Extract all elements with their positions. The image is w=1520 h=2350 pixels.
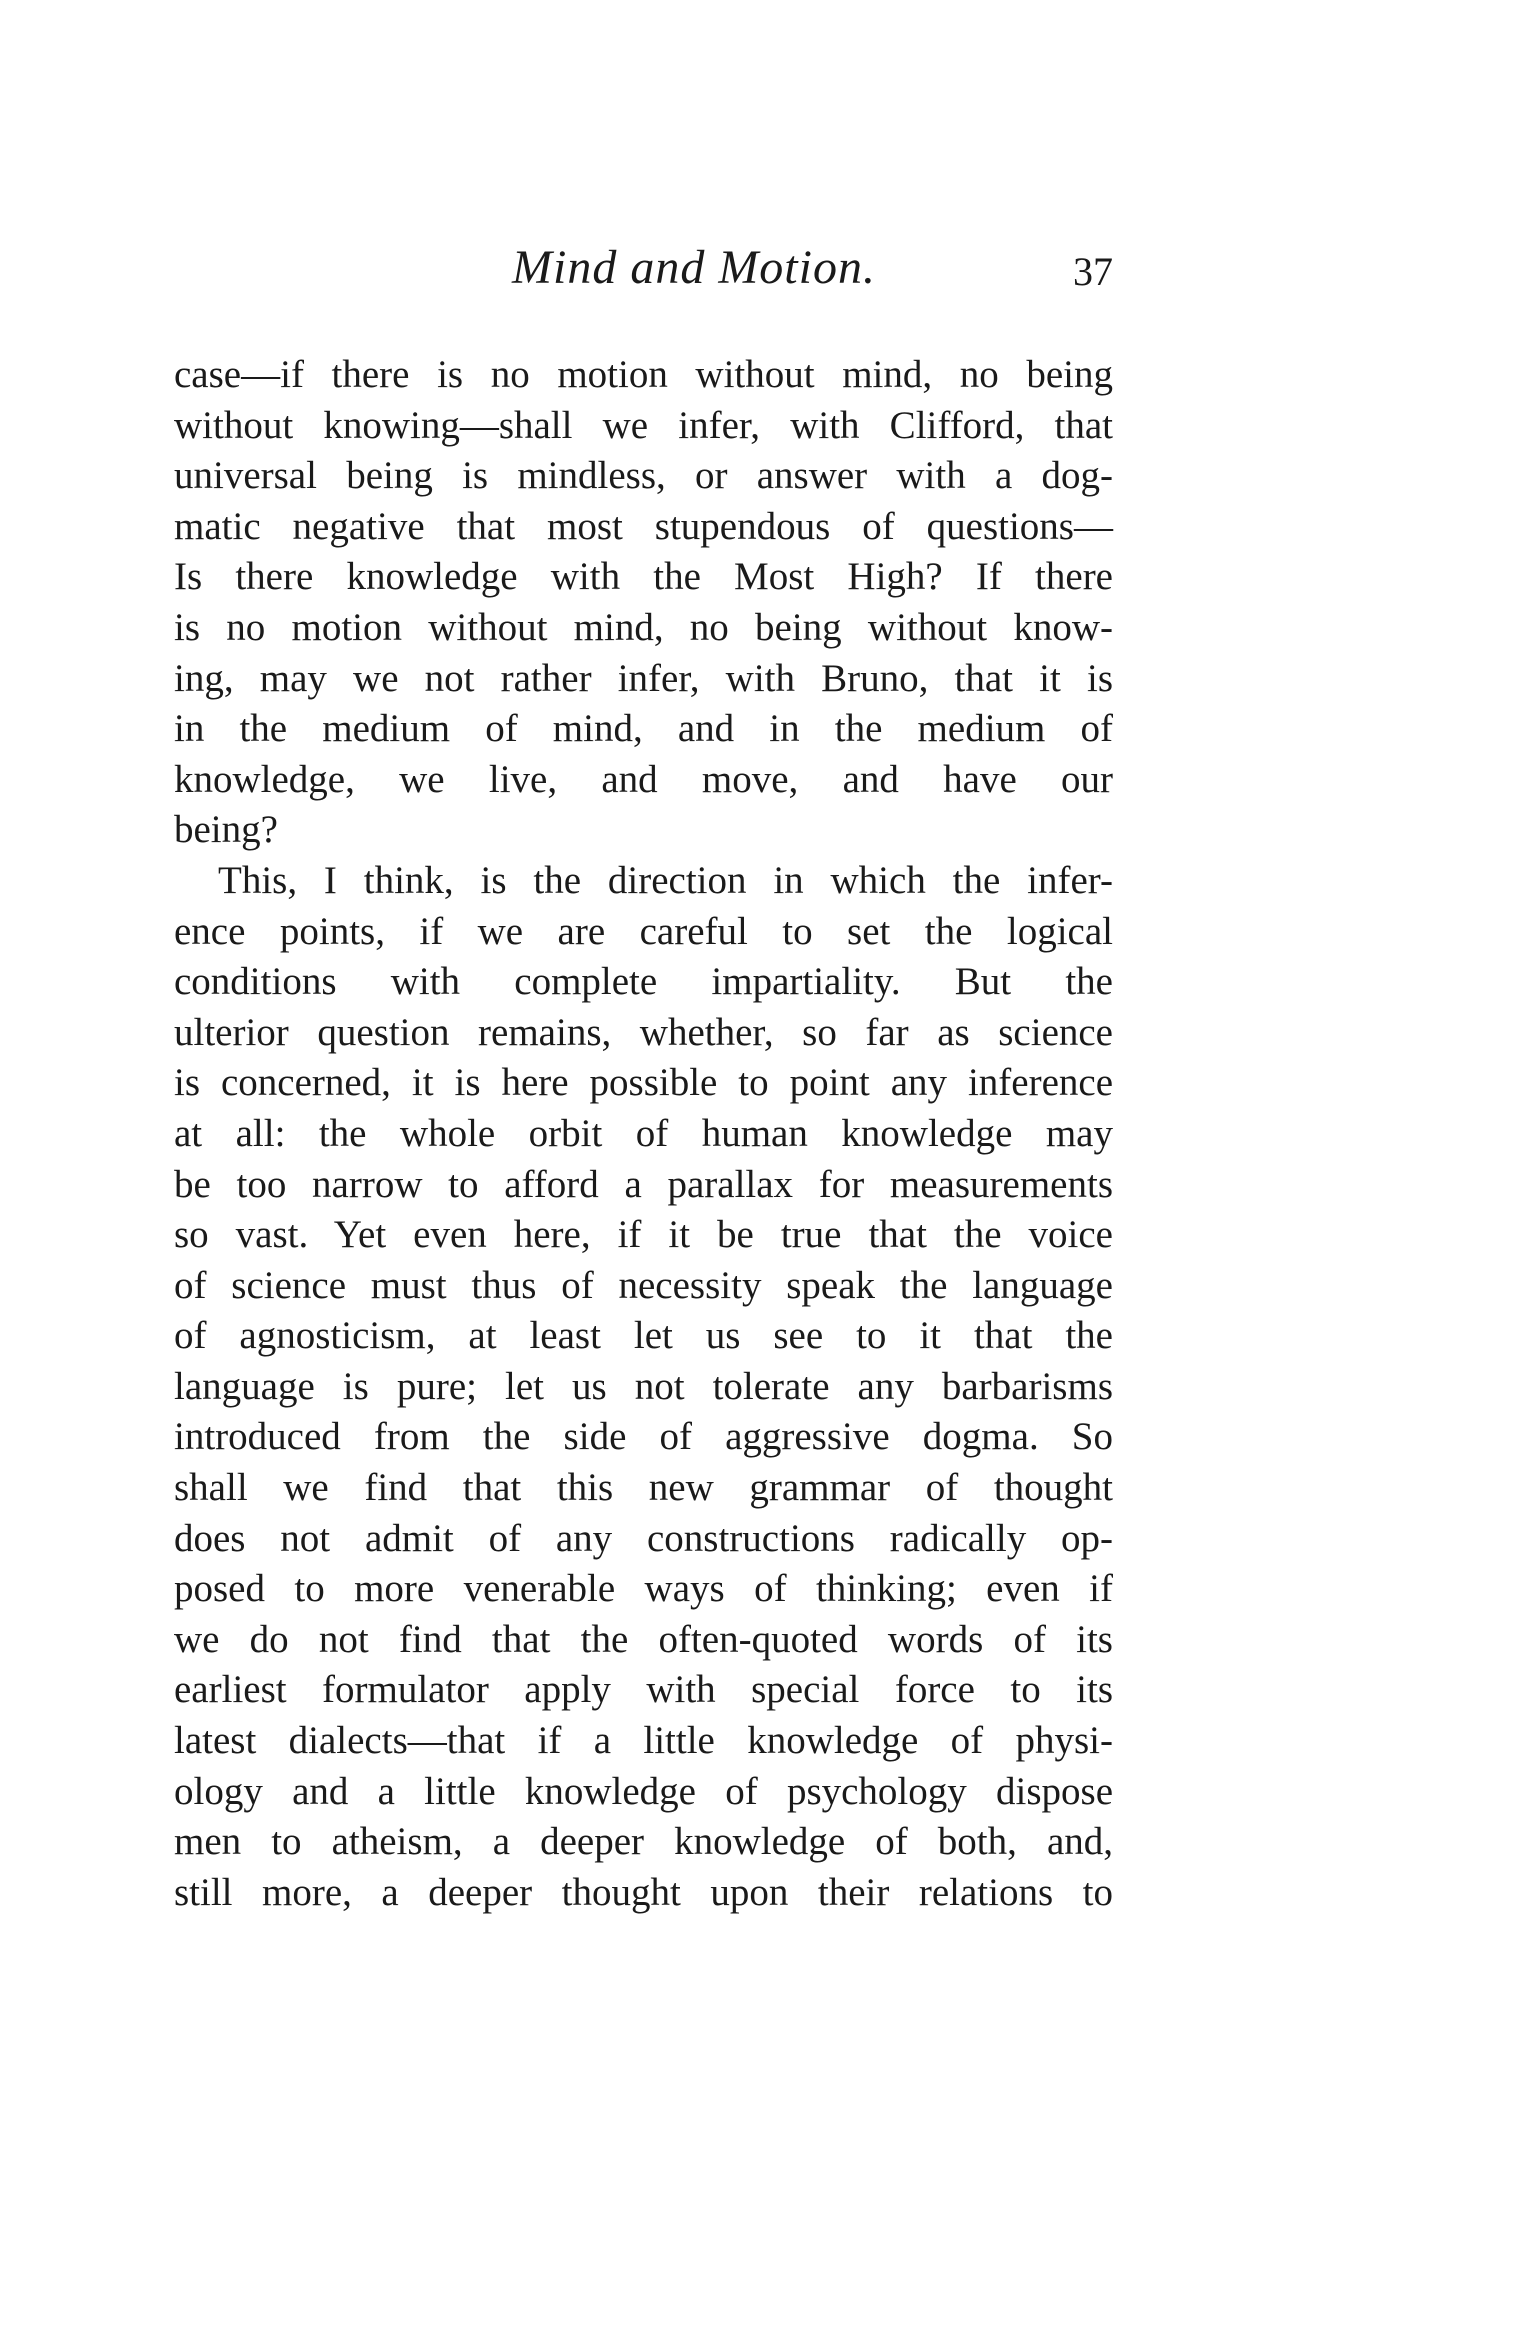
text-line: ulterior question remains, whether, so far as science (174, 1010, 1113, 1054)
text-line: introduced from the side of aggressive dogma. So (174, 1415, 1113, 1459)
text-line: is concerned, it is here possible to point any inference (174, 1061, 1113, 1105)
text-line: we do not find that the often-quoted words of its (174, 1617, 1113, 1661)
text-line: still more, a deeper thought upon their relations to (174, 1870, 1113, 1914)
text-line: of agnosticism, at least let us see to it that the (174, 1314, 1113, 1358)
text-line: case—if there is no motion without mind, no being (174, 353, 1113, 396)
running-header (174, 240, 1113, 300)
text-line: ence points, if we are careful to set the logical (174, 909, 1113, 953)
text-line: latest dialects—that if a little knowledge of physi- (174, 1719, 1113, 1763)
text-line: is no motion without mind, no being without know- (174, 605, 1113, 649)
text-line: earliest formulator apply with special force to its (174, 1668, 1113, 1712)
text-line: shall we find that this new grammar of thought (174, 1466, 1113, 1510)
text-line: posed to more venerable ways of thinking; even if (174, 1567, 1113, 1611)
text-line: language is pure; let us not tolerate any barbarisms (174, 1364, 1113, 1408)
text-line: men to atheism, a deeper knowledge of both, and, (174, 1820, 1113, 1864)
text-line: without knowing—shall we infer, with Clifford, that (174, 403, 1113, 447)
text-line: in the medium of mind, and in the medium of (174, 707, 1113, 751)
text-line: matic negative that most stupendous of questions— (174, 504, 1113, 548)
text-line: of science must thus of necessity speak the language (174, 1263, 1113, 1307)
text-line: knowledge, we live, and move, and have our (174, 757, 1113, 801)
text-line: Is there knowledge with the Most High? If there (174, 555, 1113, 599)
body-text (174, 350, 1113, 1918)
text-line: being? (174, 808, 278, 852)
text-line: ology and a little knowledge of psychology dispose (174, 1769, 1113, 1813)
running-title: Mind and Motion. (512, 241, 876, 294)
text-line: This, I think, is the direction in which the infer- (218, 858, 1113, 902)
page-number: 37 (1073, 249, 1113, 294)
text-line: universal being is mindless, or answer with a dog- (174, 454, 1113, 498)
text-line: so vast. Yet even here, if it be true that the voice (174, 1213, 1113, 1257)
text-line: be too narrow to afford a parallax for measurements (174, 1162, 1113, 1206)
text-line: at all: the whole orbit of human knowledge may (174, 1111, 1113, 1155)
text-line: does not admit of any constructions radically op- (174, 1516, 1113, 1560)
text-line: ing, may we not rather infer, with Bruno, that it is (174, 656, 1113, 700)
text-line: conditions with complete impartiality. But the (174, 960, 1113, 1004)
